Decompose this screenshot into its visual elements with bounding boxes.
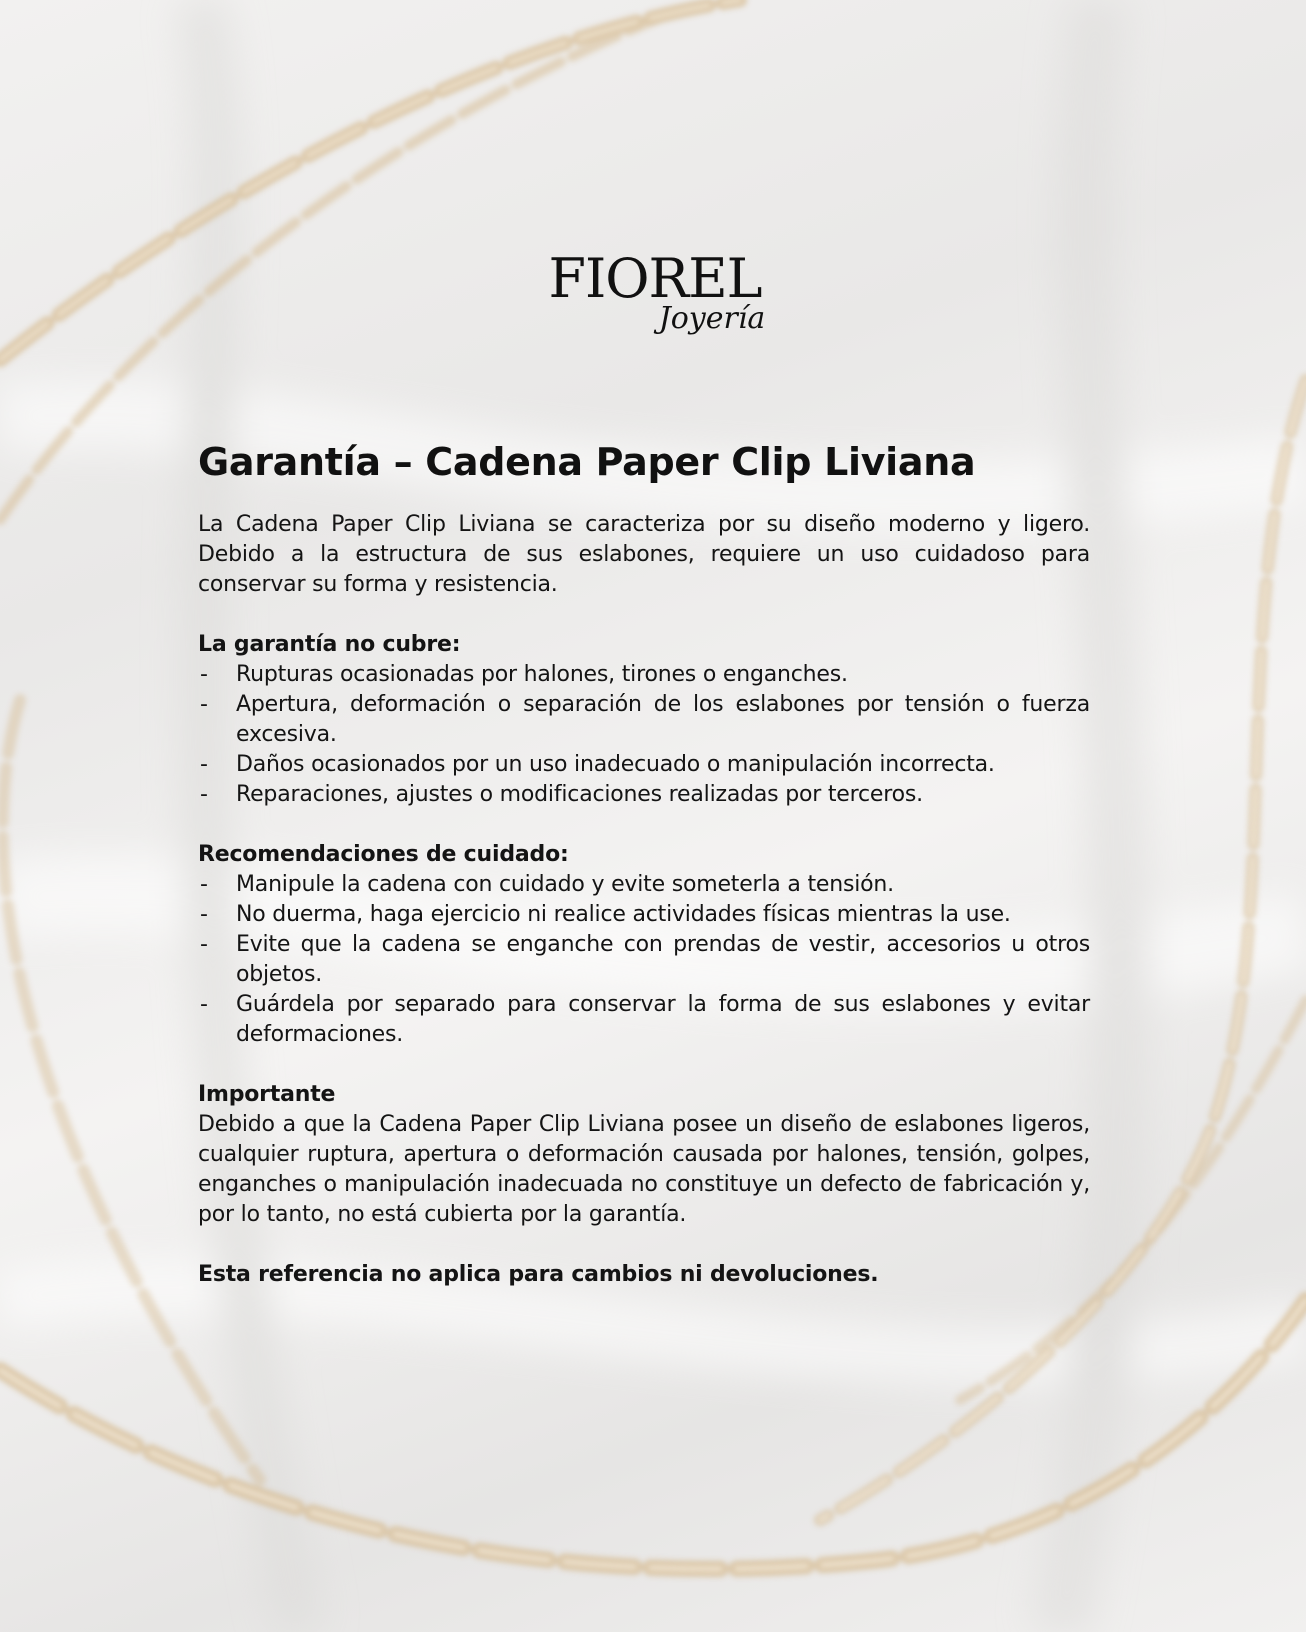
closing-statement: Esta referencia no aplica para cambios ni devoluciones. [198, 1262, 879, 1287]
brand-name: FIOREL [548, 247, 762, 310]
brand-tagline: Joyería [658, 301, 766, 336]
list-item: - Evite que la cadena se enganche con prendas de vestir, accesorios u otros objetos. [198, 930, 1090, 990]
not-covered-heading: La garantía no cubre: [198, 632, 461, 657]
list-item: - Guárdela por separado para conservar la forma de sus eslabones y evitar deformaciones. [198, 990, 1090, 1050]
care-list [198, 870, 1090, 1050]
important-heading: Importante [198, 1082, 336, 1107]
list-item: - Daños ocasionados por un uso inadecuado o manipulación incorrecta. [198, 750, 1090, 780]
important-paragraph: Debido a que la Cadena Paper Clip Liviana posee un diseño de eslabones ligeros, cualquier ruptura, apertura o deformación causada por halones, tensión, golpes, enganches o manipulación inadecuada no constituye un defecto de fabricación y, por lo tanto, no está cubierta por la garantía. [198, 1112, 1090, 1227]
care-heading: Recomendaciones de cuidado: [198, 842, 569, 867]
list-item: - No duerma, haga ejercicio ni realice actividades físicas mientras la use. [198, 900, 1090, 930]
not-covered-list [198, 660, 1090, 810]
list-item: - Rupturas ocasionadas por halones, tirones o enganches. [198, 660, 1090, 690]
document-title: Garantía – Cadena Paper Clip Liviana [198, 440, 976, 484]
warranty-document [198, 440, 1090, 1290]
list-item: - Reparaciones, ajustes o modificaciones realizadas por terceros. [198, 780, 1090, 810]
list-item: - Apertura, deformación o separación de los eslabones por tensión o fuerza excesiva. [198, 690, 1090, 750]
list-item: - Manipule la cadena con cuidado y evite someterla a tensión. [198, 870, 1090, 900]
intro-paragraph: La Cadena Paper Clip Liviana se caracteriza por su diseño moderno y ligero. Debido a la estructura de sus eslabones, requiere un uso cuidadoso para conservar su forma y resistencia. [198, 512, 1090, 597]
brand-logo [0, 247, 1306, 336]
